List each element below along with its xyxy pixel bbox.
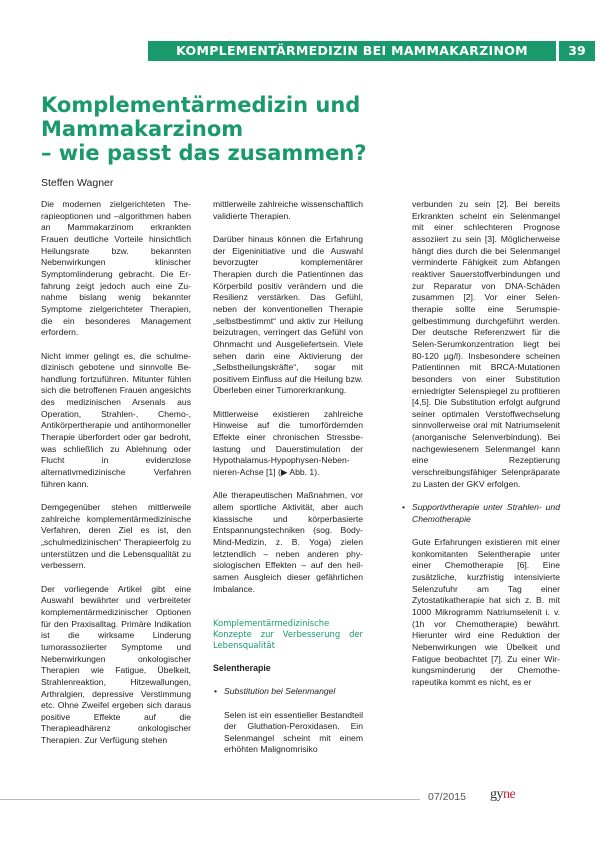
footer-divider: [0, 799, 420, 800]
title-line-1: Komplementärmedizin und: [41, 93, 361, 117]
article-title: [41, 93, 461, 165]
paragraph: Demgegenüber stehen mittlerweile zahlreiche komplementärmedizinische Verfahren, deren Ziel es ist, den „schulmedizinischen“ Therapieerfolg zu unterstützen und die Lebensqualität zu verbessern.: [41, 502, 191, 571]
paragraph: Die modernen zielgerichteten Therapieoptionen und –algorithmen haben an Mammakarzinom erkrankten Frauen deutliche Vorteile hinsichtlich Heilungsrate bzw. bekannten Nebenwirkungen klinischer Symptomlinderung gebracht. Die Erfahrung zeigt jedoch auch eine Zunahme bislang wenig bekannter Symptome zielgerichteter Therapien, die ein besonderes Management erfordern.: [41, 199, 191, 338]
issue-date: 07/2015: [428, 791, 466, 803]
bullet-marker: •: [214, 686, 218, 697]
paragraph: Darüber hinaus können die Erfahrung der Eigeninitiative und die Auswahl bevorzugter komplementärer Therapien durch die Patientinnen das Körperbild positiv verändern und die Resilienz verstärken. Das Gefühl, neben der konventionellen Therapie „selbstbestimmt“ und aktiv zur Heilung beizutragen, verringert das Gefühl von Ohnmacht und Ausgeliefertsein. Viele sehen darin eine Aktivierung der „Selbstheilungskräfte“, sogar mit positivem Einfluss auf die Heilung bzw. Überleben einer Tumorerkrankung.: [213, 233, 363, 396]
title-line-2: Mammakarzinom: [41, 117, 244, 141]
paragraph: Alle therapeutischen Maßnahmen, vor allem sportliche Aktivität, aber auch klassische und körperbasierte Entspannungstechniken (sog. Body-Mind-Medizin, z. B. Yoga) zielen letztendlich – neben anderen physiologischen Effekten – auf den heilsamen Ausgleich dieser gefährlichen Imbalance.: [213, 490, 363, 594]
paragraph: Mittlerweise existieren zahlreiche Hinweise auf die tumorfördernden Effekte einer chronischen Stressbelastung und Dauerstimulation der Hypothalamus-Hypophysen-Nebennieren-Achse [1] (▶ Abb. 1).: [213, 408, 363, 478]
section-header-bar: KOMPLEMENTÄRMEDIZIN BEI MAMMAKARZINOM: [148, 41, 556, 61]
logo-text-part: ne: [503, 787, 516, 802]
page-number: 39: [559, 41, 595, 61]
logo-text-part: gy: [490, 787, 503, 802]
bullet-item: [401, 502, 560, 525]
bullet-title: Supportivtherapie unter Strahlen- und Chemotherapie: [412, 502, 560, 524]
bullet-text: Selen ist ein essentieller Bestandteil der Gluthation-Peroxidasen. Ein Selenmangel scheint mit einem erhöhten Malignomrisiko: [224, 709, 363, 755]
journal-logo: [490, 787, 515, 803]
bullet-title: Substitution bei Selenmangel: [224, 686, 336, 697]
title-line-3: – wie passt das zusammen?: [41, 141, 367, 165]
subsection-heading: Selentherapie: [213, 662, 271, 673]
paragraph: verbunden zu sein [2]. Bei bereits Erkrankten scheint ein Selenmangel mit einer schlechteren Prognose assoziiert zu sein [3]. Möglicherweise hängt dies durch die bei Selenmangel verminderte Fähigkeit zum Abfangen reaktiver Sauerstoffverbindungen und zur Reparatur von DNA-Schäden zusammen [2]. Vor einer Selentherapie sollte eine Serumspiegelbestimmung durchgeführt werden. Der deutsche Referenzwert für die Selen-Serumkonzentration liegt bei 80-120 µg/l). Insbesondere scheinen Patientinnen mit BRCA-Mutationen besonders von einer Substitution erniedrigter Selenspiegel zu profitieren [4,5]. Die Substitution erfolgt aufgrund seiner optimalen Verstoffwechselung sinnvollerweise oral mit Natriumselenit (anorganische Selenverbindung). Bei nachgewiesenem Selenmangel kann eine Rezeptierung verschreibungsfähiger Selenpräparate zu Lasten der GKV erfolgen.: [412, 199, 560, 489]
text-column-1: [41, 199, 191, 758]
bullet-text: Gute Erfahrungen existieren mit einer konkomitanten Selentherapie unter einer Chemotherapie [6]. Eine zusätzliche, kurzfristig intensivierte Selenzufuhr am Tag einer Zytostatikatherapie hat sich z. B. mit 1000 Mikrogramm Natriumselenit i. v. (1h vor Chemotherapie) bewährt. Hierunter wird eine Reduktion der Nebenwirkungen wie Übelkeit und Fatigue beobachtet [7]. Zu einer Wirkungsminderung der Chemotherapeutika kommt es nicht, es er: [412, 537, 560, 687]
bullet-marker: •: [402, 502, 406, 513]
author: Steffen Wagner: [41, 177, 114, 189]
bullet-item: [213, 686, 363, 698]
text-column-3: [401, 199, 560, 700]
paragraph: Der vorliegende Artikel gibt eine Auswahl bewährter und verbreiteter komplementärmedizinischer Optionen für den Praxisalltag. Primäre Indikation ist die wirksame Linderung tumorassoziierter Symptome und Nebenwirkungen onkologischer Therapien wie Fatigue, Übelkeit, Strahlenreaktion, Hitzewallungen, Arthralgien, depressive Verstimmung etc. Ohne Zweifel ergeben sich daraus positive Effekte auf die Therapieadhärenz onkologischer Therapien. Zur Verfügung stehen: [41, 583, 191, 746]
section-heading: Komplementärmedizinische Konzepte zur Verbesserung der Lebensqualität: [213, 618, 363, 651]
paragraph: Nicht immer gelingt es, die schulmedizinisch gebotene und sinnvolle Behandlung fortzuführen. Mitunter fühlen sich die betroffenen Frauen angesichts des medizinischen Arsenals aus Operation, Strahlen-, Chemo-, Antikörpertherapie und antihormoneller Therapie überfordert oder gar bedroht, was schließlich zu Ablehnung oder Flucht in evidenzlose alternativmedizinische Verfahren führen kann.: [41, 350, 191, 489]
paragraph: mittlerweile zahlreiche wissenschaftlich validierte Therapien.: [213, 199, 363, 221]
text-column-2: [213, 199, 363, 768]
